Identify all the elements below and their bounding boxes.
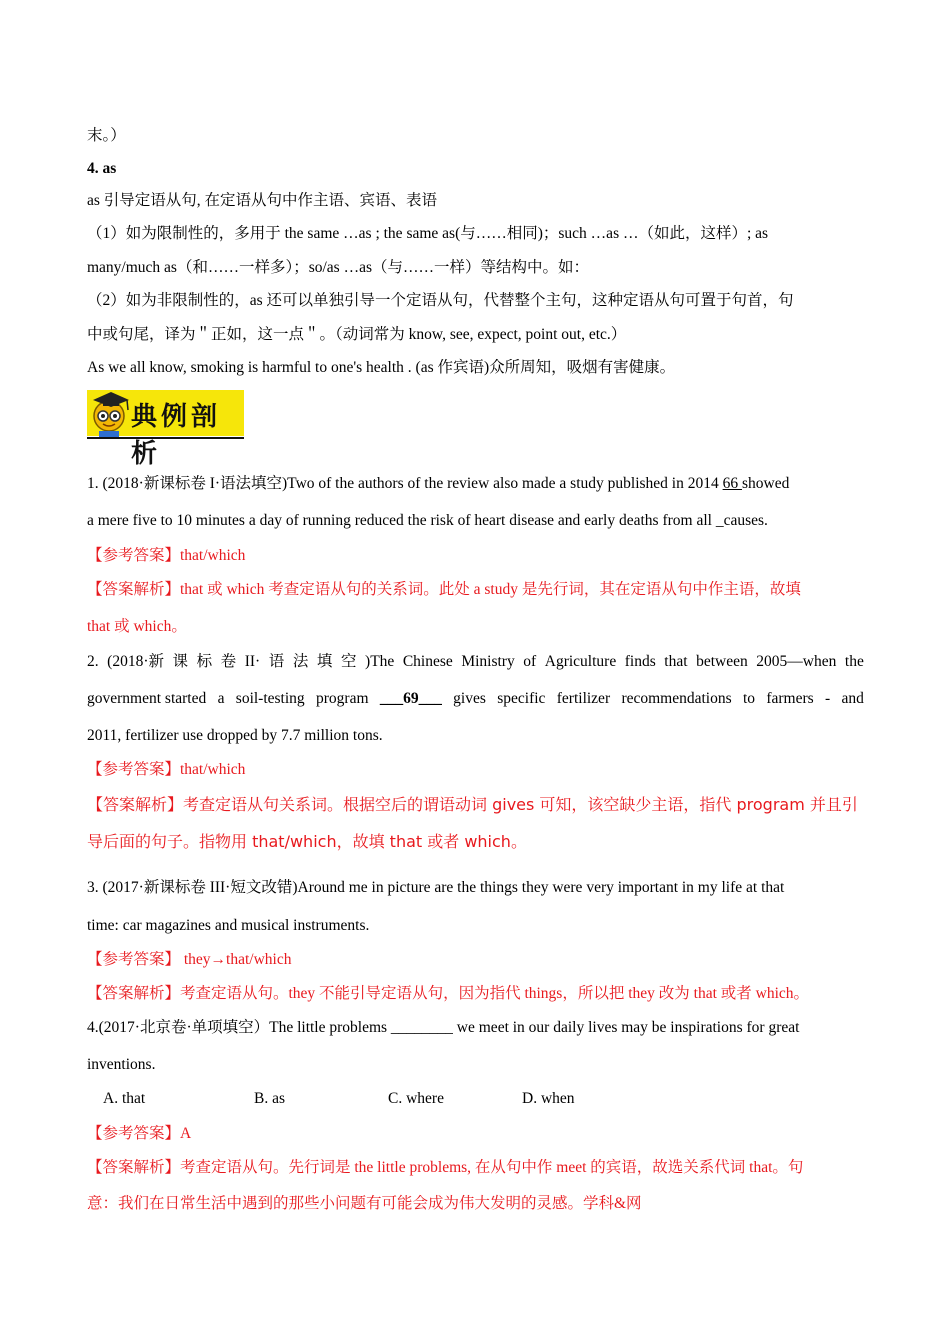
q1-text-end: showed	[741, 475, 790, 492]
q4-option-b: B. as	[254, 1090, 285, 1107]
word: soil-testing	[235, 690, 305, 707]
word: government started	[87, 690, 207, 707]
word: fertilizer	[556, 690, 611, 707]
word: Chinese	[402, 653, 453, 670]
as-intro: as 引导定语从句, 在定语从句中作主语、宾语、表语	[87, 192, 438, 209]
q3-analysis: 【答案解析】考查定语从句。they 不能引导定语从句，因为指代 things，所以把 they 改为 that 或者 which。	[87, 985, 810, 1002]
word: and	[841, 690, 864, 707]
q4-line1: 4.(2017·北京卷·单项填空）The little problems ________ we meet in our daily lives may be inspirations for great	[87, 1019, 800, 1036]
q2-blank: ___69___	[379, 690, 442, 707]
q4-option-a: A. that	[103, 1090, 146, 1107]
word: 课	[172, 653, 189, 670]
q1-line2: a mere five to 10 minutes a day of running reduced the risk of heart disease and early deaths from all _causes.	[87, 512, 768, 529]
as-nonrestrictive-line1: （2）如为非限制性的，as 还可以单独引导一个定语从句，代替整个主句，这种定语从句可置于句首，句	[87, 292, 794, 309]
q4-analysis-line1: 【答案解析】考查定语从句。先行词是 the little problems, 在从句中作 meet 的宾语，故选关系代词 that。句	[87, 1159, 804, 1176]
q4-answer: 【参考答案】A	[87, 1125, 192, 1142]
word: II·	[244, 653, 261, 670]
word: (2018·新	[107, 653, 164, 670]
as-restrictive-line1: （1）如为限制性的，多用于 the same …as ; the same as(与……相同)；such …as …（如此，这样）; as	[87, 225, 769, 242]
word: finds	[624, 653, 656, 670]
q1-blank: 66	[722, 475, 742, 492]
word: a	[217, 690, 225, 707]
q2-line2	[87, 688, 864, 710]
q1-analysis-line1: 【答案解析】that 或 which 考查定语从句的关系词。此处 a study 是先行词，其在定语从句中作主语，故填	[87, 581, 801, 598]
q1-answer: 【参考答案】that/which	[87, 547, 246, 564]
word: gives	[453, 690, 486, 707]
q3-line1: 3. (2017·新课标卷 III·短文改错)Around me in picture are the things they were very important in my life at that	[87, 879, 785, 896]
word: the	[844, 653, 864, 670]
q2-line1	[87, 651, 864, 673]
word: 填	[316, 653, 333, 670]
q2-line3: 2011, fertilizer use dropped by 7.7 million tons.	[87, 727, 383, 744]
word: specific	[497, 690, 546, 707]
q4-option-c: C. where	[388, 1090, 444, 1107]
word: -	[825, 690, 831, 707]
q1-analysis-line2: that 或 which。	[87, 618, 187, 635]
word: 空	[340, 653, 357, 670]
word: 法	[292, 653, 309, 670]
as-nonrestrictive-line2: 中或句尾，译为＂正如，这一点＂。（动词常为 know, see, expect, point out, etc.）	[87, 326, 627, 343]
word: 卷	[220, 653, 237, 670]
q4-line2: inventions.	[87, 1056, 156, 1073]
q2-analysis-line1: 【答案解析】考查定语从句关系词。根据空后的谓语动词 gives 可知，该空缺少主语，指代 program 并且引	[87, 795, 858, 814]
q2-analysis-line2: 导后面的句子。指物用 that/which，故填 that 或者 which。	[87, 832, 527, 851]
q4-analysis-line2: 意：我们在日常生活中遇到的那些小问题有可能会成为伟大发明的灵感。学科&网	[87, 1195, 642, 1212]
word: 2.	[87, 653, 99, 670]
word: farmers	[766, 690, 814, 707]
paragraph-end: 末。）	[87, 127, 126, 144]
word: to	[742, 690, 756, 707]
word: that	[664, 653, 688, 670]
word: program	[316, 690, 369, 707]
as-example: As we all know, smoking is harmful to one's health . (as 作宾语)众所周知，吸烟有害健康。	[87, 359, 676, 376]
section-heading-as: 4. as	[87, 160, 117, 177]
mascot-icon	[89, 388, 131, 438]
q1-text: 1. (2018·新课标卷 I·语法填空)Two of the authors of the review also made a study published in 2014	[87, 475, 723, 492]
word: 语	[268, 653, 285, 670]
q1-line1	[87, 473, 789, 495]
word: Agriculture	[544, 653, 617, 670]
q3-line2: time: car magazines and musical instruments.	[87, 917, 370, 934]
banner-title: 典例剖析	[131, 402, 222, 469]
word: )The	[365, 653, 395, 670]
as-restrictive-line2: many/much as（和……一样多）；so/as …as（与……一样）等结构中。如：	[87, 259, 590, 276]
word: Ministry	[461, 653, 515, 670]
word: 2005—when	[756, 653, 837, 670]
q4-option-d: D. when	[522, 1090, 575, 1107]
q3-answer: 【参考答案】 they→that/which	[87, 951, 292, 968]
q2-answer: 【参考答案】that/which	[87, 761, 246, 778]
word: recommendations	[621, 690, 732, 707]
word: of	[523, 653, 537, 670]
word: 标	[196, 653, 213, 670]
example-analysis-banner	[87, 388, 244, 469]
word: between	[696, 653, 748, 670]
